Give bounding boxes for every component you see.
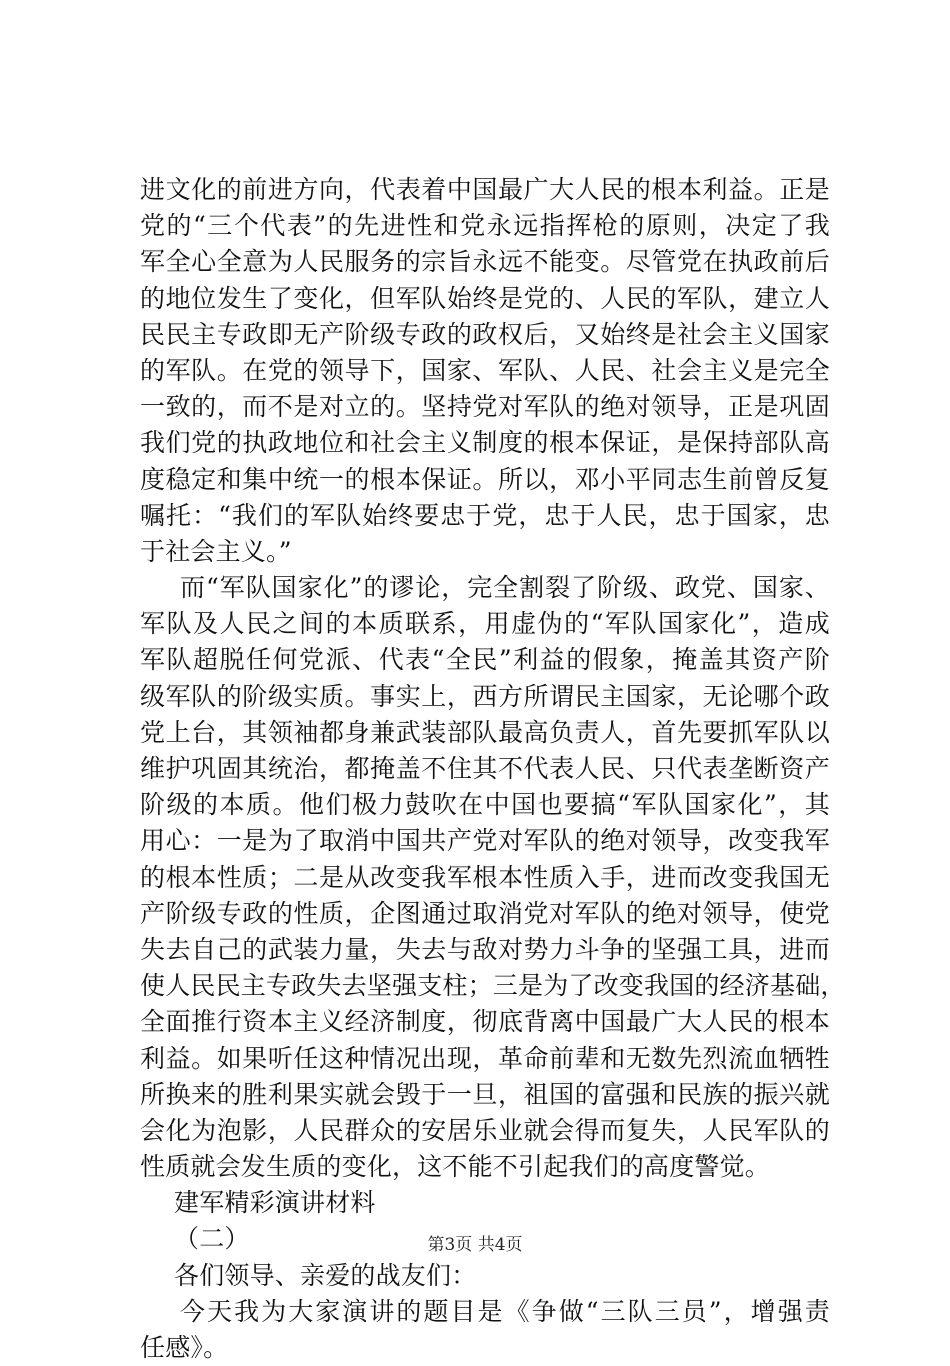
text-line: 我们党的执政地位和社会主义制度的根本保证，是保持部队高 [140,428,830,458]
text-line: 阶级的本质。他们极力鼓吹在中国也要搞“军队国家化”，其 [140,790,830,820]
text-line: 军队及人民之间的本质联系，用虚伪的“军队国家化”，造成 [140,609,830,639]
text-line: 性质就会发生质的变化，这不能不引起我们的高度警觉。 [140,1152,771,1182]
text-line: 嘱托：“我们的军队始终要忠于党，忠于人民，忠于国家，忠 [140,500,830,530]
salutation: 各们领导、亲爱的战友们： [174,1260,477,1290]
text-line: 度稳定和集中统一的根本保证。所以，邓小平同志生前曾反复 [140,464,830,494]
text-line: 产阶级专政的性质，企图通过取消党对军队的绝对领导，使党 [140,898,830,928]
text-line: 民民主专政即无产阶级专政的政权后，又始终是社会主义国家 [140,319,830,349]
text-line: 党上台，其领袖都身兼武装部队最高负责人，首先要抓军队以 [140,717,830,747]
text-line: 军全心全意为人民服务的宗旨永远不能变。尽管党在执政前后 [140,247,830,277]
text-line: 维护巩固其统治，都掩盖不住其不代表人民、只代表垄断资产 [140,754,830,783]
section-number: （二） [174,1224,250,1254]
text-line: 全面推行资本主义经济制度，彻底背离中国最广大人民的根本 [140,1007,830,1037]
paragraph-first-line: 今天我为大家演讲的题目是《争做“三队三员”，增强责 [180,1296,830,1326]
document-body [140,172,846,1366]
text-line: 军队超脱任何党派、代表“全民”利益的假象，掩盖其资产阶 [140,645,830,675]
section-title: 建军精彩演讲材料 [174,1188,376,1218]
text-line: 使人民民主专政失去坚强支柱；三是为了改变我国的经济基础， [140,971,846,1001]
text-line: 的根本性质；二是从改变我军根本性质入手，进而改变我国无 [140,862,830,892]
text-line: 所换来的胜利果实就会毁于一旦，祖国的富强和民族的振兴就 [140,1079,830,1109]
text-line: 利益。如果听任这种情况出现，革命前辈和无数先烈流血牺牲 [140,1043,830,1073]
text-line: 的地位发生了变化，但军队始终是党的、人民的军队，建立人 [140,283,830,313]
text-line: 党的“三个代表”的先进性和党永远指挥枪的原则，决定了我 [140,211,830,241]
text-line: 一致的，而不是对立的。坚持党对军队的绝对领导，正是巩固 [140,392,830,422]
text-line: 进文化的前进方向，代表着中国最广大人民的根本利益。正是 [140,175,830,204]
text-line: 任感》。 [140,1333,229,1362]
text-line: 的军队。在党的领导下，国家、军队、人民、社会主义是完全 [140,355,830,385]
text-line: 级军队的阶级实质。事实上，西方所谓民主国家，无论哪个政 [140,681,830,711]
text-line: 于社会主义。” [140,536,292,566]
text-line: 会化为泡影，人民群众的安居乐业就会得而复失，人民军队的 [140,1115,830,1145]
page-footer: 第3页 共4页 [427,1235,523,1255]
text-line: 失去自己的武装力量，失去与敌对势力斗争的坚强工具，进而 [140,934,830,964]
text-line: 用心：一是为了取消中国共产党对军队的绝对领导，改变我军 [140,826,830,856]
paragraph-first-line: 而“军队国家化”的谬论，完全割裂了阶级、政党、国家、 [180,573,830,603]
